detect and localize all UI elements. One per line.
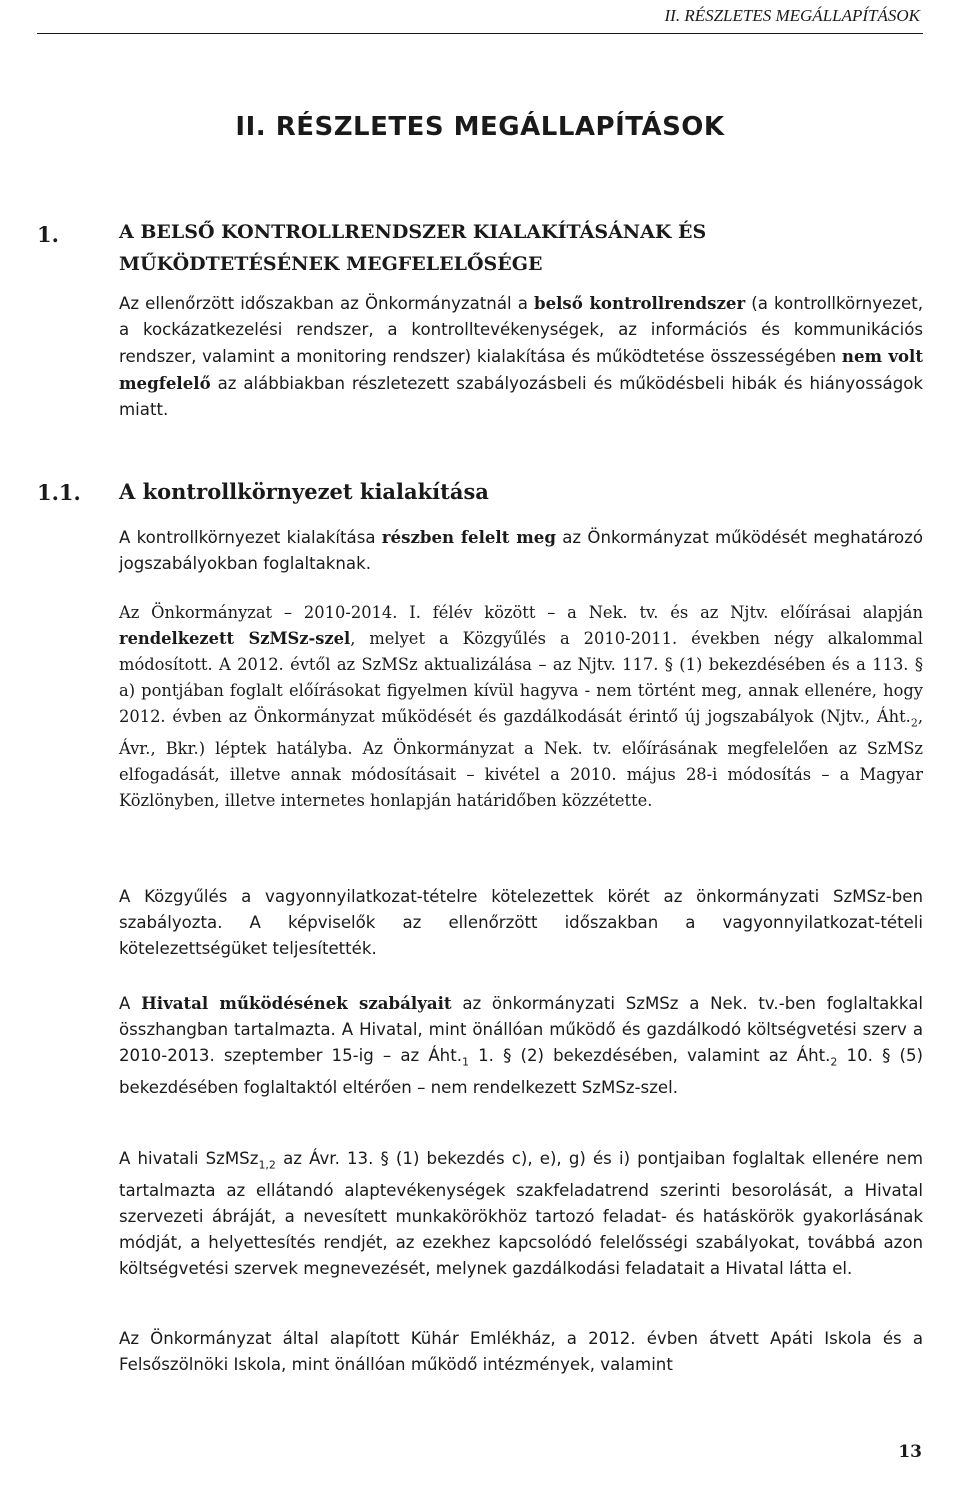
paragraph: Az Önkormányzat által alapított Kühár Emlékház, a 2012. évben átvett Apáti Iskola és a Felsőszölnöki Iskola, mint önállóan működő intézmények, valamint (119, 1329, 923, 1374)
paragraph: A Hivatal működésének szabályait az önkormányzati SzMSz a Nek. tv.-ben foglaltakkal összhangban tartalmazta. A Hivatal, mint önállóan működő és gazdálkodó költségvetési szerv a 2010-2013. szeptember 15-ig – az $Áht._1$ 1. § (2) bekezdésében, valamint az $Áht._2$ 10. § (5) bekezdésében foglaltaktól eltérően – nem rendelkezett SzMSz-szel. (119, 993, 923, 1098)
page-title: II. RÉSZLETES MEGÁLLAPÍTÁSOK (235, 112, 725, 142)
paragraph: Az Önkormányzat – 2010-2014. I. félév között – a Nek. tv. és az Njtv. előírásai alapján rendelkezett SzMSz-szel, melyet a Közgyűlés a 2010-2011. években négy alkalommal módosított. A 2012. évtől az SzMSz aktualizálása – az Njtv. 117. § (1) bekezdésében és a 113. § a) pontjában foglalt előírásokat figyelmen kívül hagyva - nem történt meg, annak ellenére, hogy 2012. évben az Önkormányzat működését és gazdálkodását érintő új jogszabályok (Njtv., $Áht._2$, Ávr., Bkr.) léptek hatályba. Az Önkormányzat a Nek. tv. előírásának megfelelően az SzMSz elfogadását, illetve annak módosításait – kivétel a 2010. május 28-i módosítás – a Magyar Közlönyben, illetve internetes honlapján határidőben közzétette. (119, 603, 923, 811)
subsection-number: 1.1. (37, 480, 81, 505)
paragraph: A hivatali SzMSz$_{1,2}$ az Ávr. 13. § (1) bekezdés c), e), g) és i) pontjaiban foglaltak ellenére nem tartalmazta az ellátandó alaptevékenységek szakfeladatrend szerinti besorolását, a Hivatal szervezeti ábráját, a nevesített munkakörökhöz tartozó feladat- és hatáskörök gyakorlásának módját, a helyettesítés rendjét, az ezekhez kapcsolódó felelősségi szabályokat, továbbá azon költségvetési szervek megnevezését, melynek gazdálkodási feladatait a Hivatal látta el. (119, 1149, 924, 1279)
subsection-title: A kontrollkörnyezet kialakítása (119, 479, 489, 504)
section-number: 1. (37, 222, 59, 247)
paragraph: Az ellenőrzött időszakban az Önkormányzatnál a belső kontrollrendszer (a kontrollkörnyezet, a kockázatkezelési rendszer, a kontrolltevékenységek, az információs és kommunikációs rendszer, valamint a monitoring rendszer) kialakítása és működtetése összességében nem volt megfelelő az alábbiakban részletezett szabályozásbeli és működésbeli hibák és hiányosságok miatt. (119, 293, 923, 419)
section-title: A BELSŐ KONTROLLRENDSZER KIALAKÍTÁSÁNAK ÉS MŰKÖDTETÉSÉNEK MEGFELELŐSÉGE (119, 221, 707, 275)
paragraph: A Közgyűlés a vagyonnyilatkozat-tételre kötelezettek körét az önkormányzati SzMSz-ben szabályozta. A képviselők az ellenőrzött időszakban a vagyonnyilatkozat-tételi kötelezettségüket teljesítették. (119, 887, 923, 958)
page-number: 13 (898, 1442, 922, 1462)
running-header: II. RÉSZLETES MEGÁLLAPÍTÁSOK (664, 6, 920, 25)
paragraph: A kontrollkörnyezet kialakítása részben felelt meg az Önkormányzat működését meghatározó jogszabályokban foglaltaknak. (119, 527, 923, 573)
header-divider (37, 33, 923, 34)
